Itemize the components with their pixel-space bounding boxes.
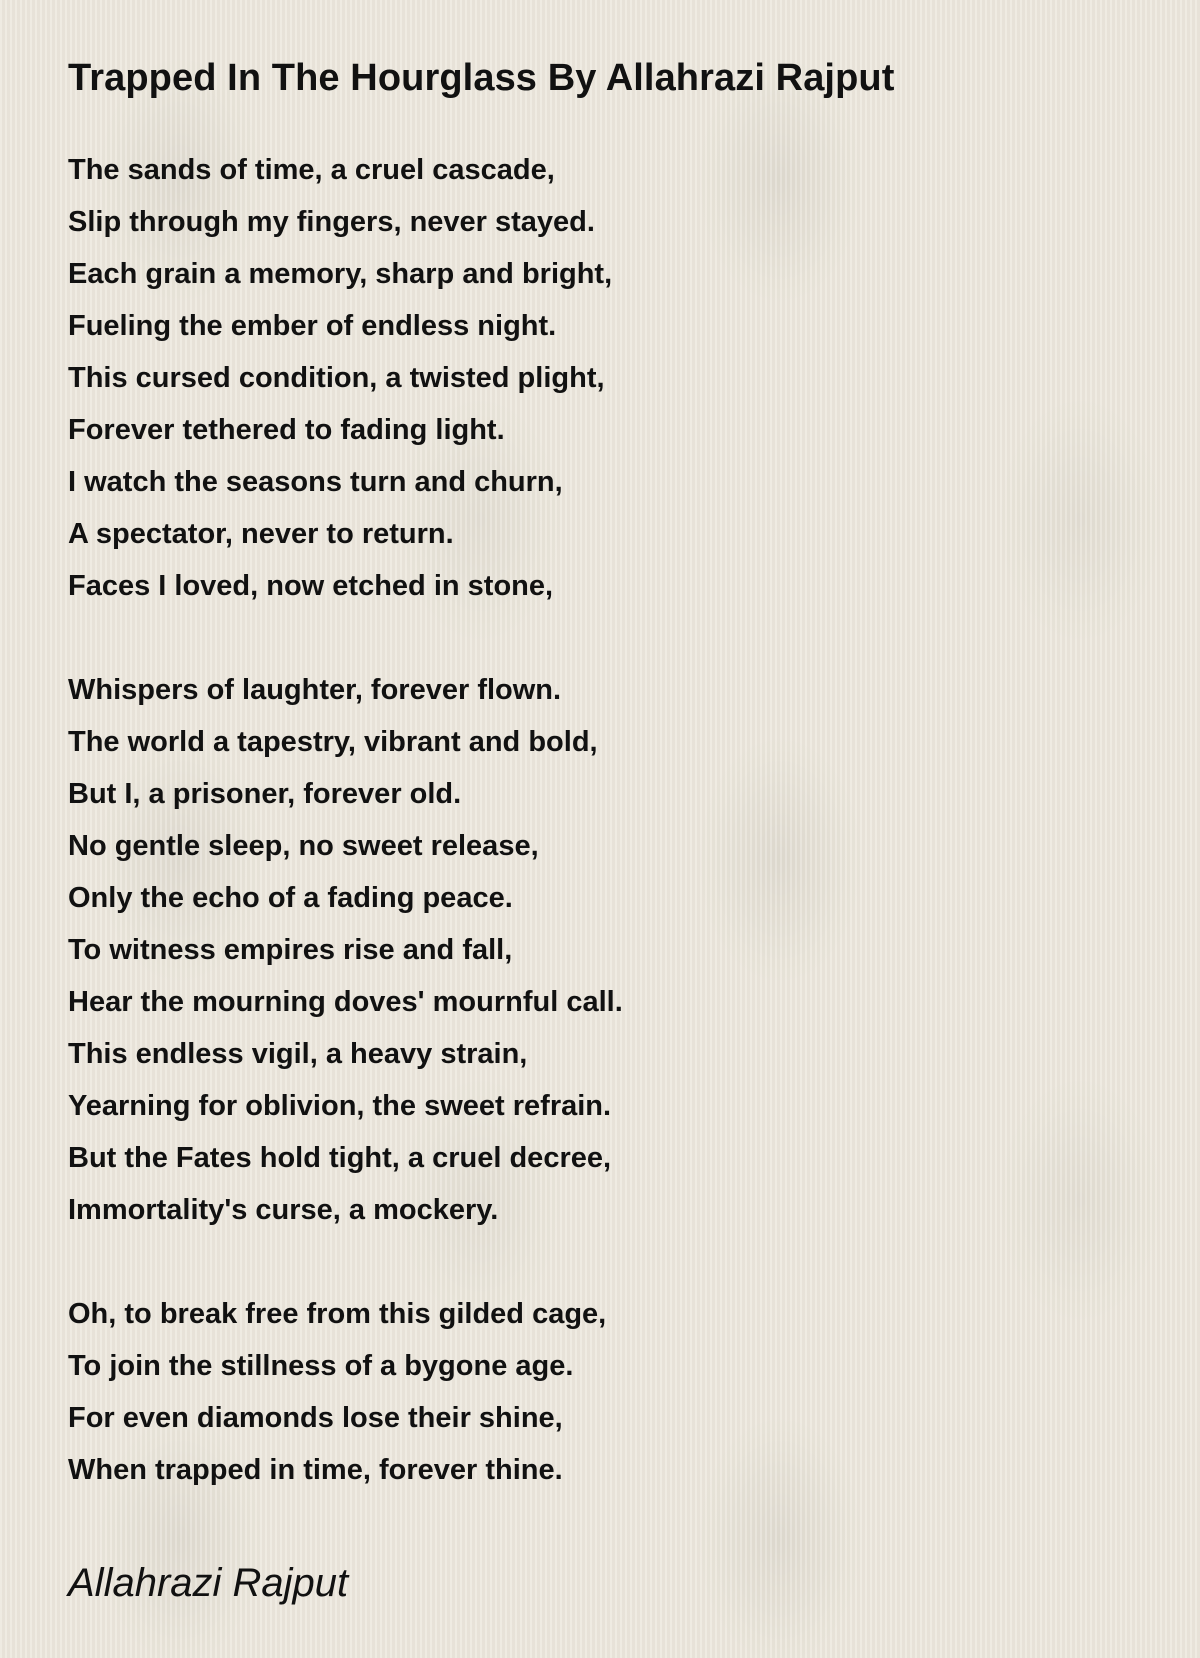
poem-line: I watch the seasons turn and churn, <box>68 466 563 498</box>
poem-line: But I, a prisoner, forever old. <box>68 778 462 810</box>
poem-line: Faces I loved, now etched in stone, <box>68 570 554 602</box>
poem-line: When trapped in time, forever thine. <box>68 1454 563 1486</box>
poem-line: Fueling the ember of endless night. <box>68 310 557 342</box>
poem-line: A spectator, never to return. <box>68 518 454 550</box>
poem-line: Hear the mourning doves' mournful call. <box>68 986 623 1018</box>
poem-body <box>68 144 623 1548</box>
poem-line: Oh, to break free from this gilded cage, <box>68 1298 607 1330</box>
poem-line: To witness empires rise and fall, <box>68 934 513 966</box>
poem-line: Immortality's curse, a mockery. <box>68 1194 499 1226</box>
poem-line: No gentle sleep, no sweet release, <box>68 830 539 862</box>
poem-line: To join the stillness of a bygone age. <box>68 1350 574 1382</box>
poem-line: For even diamonds lose their shine, <box>68 1402 563 1434</box>
stanza-2 <box>68 664 623 1236</box>
poem-line: The sands of time, a cruel cascade, <box>68 154 555 186</box>
poem-line: The world a tapestry, vibrant and bold, <box>68 726 598 758</box>
poem-line: Each grain a memory, sharp and bright, <box>68 258 613 290</box>
poem-line: Only the echo of a fading peace. <box>68 882 513 914</box>
poem-line: Slip through my fingers, never stayed. <box>68 206 595 238</box>
stanza-3 <box>68 1288 623 1496</box>
poem-line: This endless vigil, a heavy strain, <box>68 1038 528 1070</box>
poem-author: Allahrazi Rajput <box>68 1561 349 1605</box>
poem-line: But the Fates hold tight, a cruel decree, <box>68 1142 612 1174</box>
poem-line: Whispers of laughter, forever flown. <box>68 674 562 706</box>
poem-page <box>68 50 1140 1486</box>
poem-title: Trapped In The Hourglass By Allahrazi Rajput <box>68 57 895 99</box>
poem-line: This cursed condition, a twisted plight, <box>68 362 605 394</box>
poem-line: Forever tethered to fading light. <box>68 414 505 446</box>
poem-line: Yearning for oblivion, the sweet refrain. <box>68 1090 612 1122</box>
stanza-1 <box>68 144 623 612</box>
